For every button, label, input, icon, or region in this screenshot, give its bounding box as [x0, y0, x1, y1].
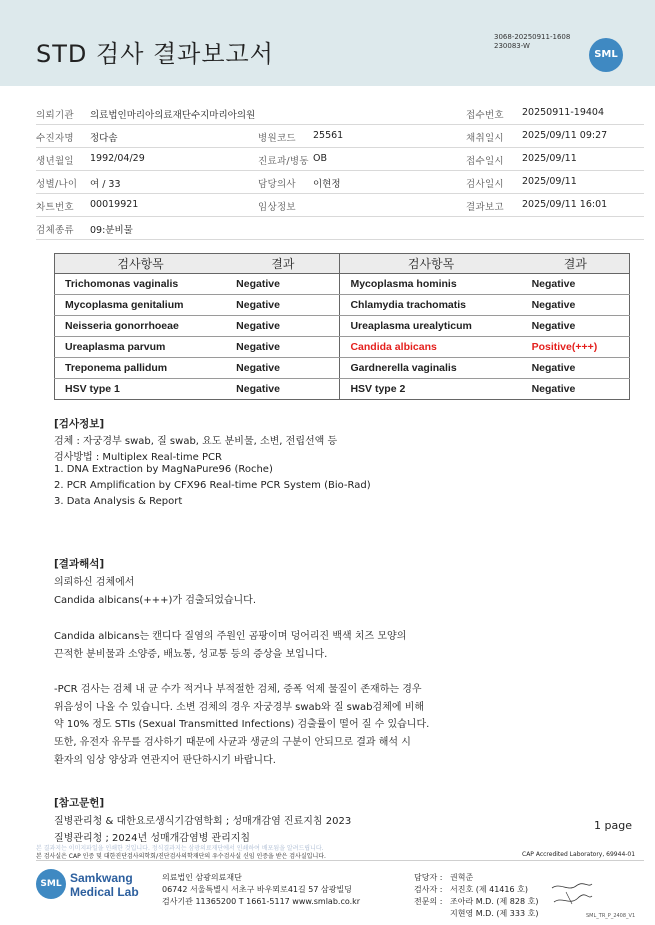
- test-info-line: 1. DNA Extraction by MagNaPure96 (Roche): [54, 464, 273, 475]
- interpretation-line: 위음성이 나올 수 있습니다. 소변 검체의 경우 자궁경부 swab와 질 swab검체에 비해: [54, 702, 425, 713]
- collected-value: 2025/09/11 09:27: [522, 130, 608, 141]
- interpretation-line: 또한, 유전자 유무를 검사하기 때문에 사균과 생균의 구분이 안되므로 결과 해석 시: [54, 737, 411, 748]
- table-row: [55, 337, 630, 358]
- test-item: Mycoplasma hominis: [340, 274, 522, 295]
- document-code: [494, 33, 570, 51]
- doctor-label: 담당의사: [258, 179, 296, 190]
- staff-name: 지현영 M.D. (제 333 호): [450, 909, 539, 918]
- footer-divider: [36, 860, 644, 861]
- sml-logo: SML: [589, 38, 623, 72]
- page-number: 1 page: [594, 819, 632, 832]
- test-result: Negative: [226, 379, 340, 400]
- results-table: [54, 253, 630, 400]
- dept-value: OB: [313, 153, 327, 164]
- specimen-label: 검체종류: [36, 225, 74, 236]
- contact-info: 검사기관 11365200 T 1661-5117 www.smlab.co.kr: [162, 897, 361, 906]
- test-item: Trichomonas vaginalis: [55, 274, 227, 295]
- test-result: Negative: [226, 358, 340, 379]
- staff-name: 권혁준: [450, 873, 474, 882]
- accession-value: 20250911-19404: [522, 107, 605, 118]
- table-row: [55, 379, 630, 400]
- staff-role: 검사자 :: [414, 885, 443, 894]
- test-result: Negative: [226, 337, 340, 358]
- hospital-code-label: 병원코드: [258, 133, 296, 144]
- tested-label: 검사일시: [466, 179, 504, 190]
- organization: 의료법인 삼광의료재단: [162, 873, 242, 882]
- test-result: Negative: [522, 316, 630, 337]
- specimen-value: 09:분비물: [90, 225, 133, 236]
- info-row: [36, 217, 644, 240]
- sml-logo-footer: SML: [36, 869, 66, 899]
- interpretation-line: 환자의 임상 양상과 연관지어 판단하시기 바랍니다.: [54, 755, 276, 766]
- test-item: Ureaplasma urealyticum: [340, 316, 522, 337]
- table-row: [55, 274, 630, 295]
- test-result: Negative: [522, 358, 630, 379]
- signature-image: [548, 878, 594, 908]
- test-item: HSV type 1: [55, 379, 227, 400]
- patient-value: 정다솜: [90, 133, 118, 144]
- interpretation-line: 약 10% 정도 STIs (Sexual Transmitted Infections) 검출률이 떨어 질 수 있습니다.: [54, 719, 430, 730]
- interpretation-line: Candida albicans는 캔디다 질염의 주원인 곰팡이며 덩어리진 백색 치즈 모양의: [54, 631, 407, 642]
- info-row: [36, 125, 644, 148]
- col-item-right: 검사항목: [340, 254, 522, 274]
- test-item: Treponema pallidum: [55, 358, 227, 379]
- received-value: 2025/09/11: [522, 153, 577, 164]
- collected-label: 채취일시: [466, 133, 504, 144]
- test-result: Negative: [226, 274, 340, 295]
- report-title: STD 검사 결과보고서: [36, 40, 274, 68]
- interpretation-line: -PCR 검사는 검체 내 균 수가 적거나 부적절한 검체, 증폭 억제 물질이 존재하는 경우: [54, 684, 422, 695]
- table-row: [55, 316, 630, 337]
- info-row: [36, 148, 644, 171]
- lab-name: [70, 871, 139, 899]
- test-result: Negative: [522, 379, 630, 400]
- received-label: 접수일시: [466, 156, 504, 167]
- interpretation-heading: [결과해석]: [54, 558, 105, 570]
- hospital-code-value: 25561: [313, 130, 344, 141]
- test-result: Negative: [226, 295, 340, 316]
- test-info-line: 검사방법 : Multiplex Real-time PCR: [54, 452, 222, 463]
- dob-value: 1992/04/29: [90, 153, 145, 164]
- chart-label: 차트번호: [36, 202, 74, 213]
- test-info-line: 검체 : 자궁경부 swab, 질 swab, 요도 분비물, 소변, 전립선액 등: [54, 436, 338, 447]
- col-item-left: 검사항목: [55, 254, 227, 274]
- interpretation-line: 끈적한 분비물과 소양증, 배뇨통, 성교통 등의 증상을 보입니다.: [54, 649, 328, 660]
- lab-name-line2: Medical Lab: [70, 885, 139, 899]
- test-result: Negative: [522, 274, 630, 295]
- info-row: [36, 102, 644, 125]
- reported-label: 결과보고: [466, 202, 504, 213]
- test-item: Ureaplasma parvum: [55, 337, 227, 358]
- results-header-row: [55, 254, 630, 274]
- doctor-value: 이현정: [313, 179, 341, 190]
- interpretation-line: 의뢰하신 검체에서: [54, 577, 135, 588]
- info-row: [36, 171, 644, 194]
- tested-value: 2025/09/11: [522, 176, 577, 187]
- reference-line: 질병관리청 & 대한요로생식기감염학회 ; 성매개감염 진료지침 2023: [54, 816, 352, 827]
- col-result-right: 결과: [522, 254, 630, 274]
- table-row: [55, 295, 630, 316]
- positive-test-result: Positive(+++): [522, 337, 630, 358]
- clinical-info-label: 임상정보: [258, 202, 296, 213]
- accession-label: 접수번호: [466, 110, 504, 121]
- test-item: Chlamydia trachomatis: [340, 295, 522, 316]
- test-info-heading: [검사정보]: [54, 418, 105, 430]
- reference-line: 질병관리청 ; 2024년 성매개감염병 관리지침: [54, 833, 251, 844]
- interpretation-line: Candida albicans(+++)가 검출되었습니다.: [54, 595, 257, 606]
- test-item: HSV type 2: [340, 379, 522, 400]
- address: 06742 서울특별시 서초구 바우뫼로41길 57 삼광빌딩: [162, 885, 352, 894]
- test-result: Negative: [522, 295, 630, 316]
- test-info-line: 2. PCR Amplification by CFX96 Real-time PCR System (Bio-Rad): [54, 480, 371, 491]
- chart-value: 00019921: [90, 199, 139, 210]
- table-row: [55, 358, 630, 379]
- staff-name: 서진호 (제 41416 호): [450, 885, 528, 894]
- certification-notice: 본 검사실은 CAP 인증 및 대한진단검사의학회/진단검사의학재단의 우수검사실 신임 인증을 받은 검사실입니다.: [36, 853, 326, 860]
- document-code-line1: 3068-20250911-1608: [494, 33, 571, 41]
- print-notice: 본 결과지는 이미지파일을 인쇄한 것입니다. 정식결과지는 삼광의료재단에서 인쇄하여 배포됨을 알려드립니다.: [36, 845, 324, 852]
- reported-value: 2025/09/11 16:01: [522, 199, 608, 210]
- staff-name: 조아라 M.D. (제 828 호): [450, 897, 539, 906]
- references-heading: [참고문헌]: [54, 797, 105, 809]
- dept-label: 진료과/병동: [258, 156, 309, 167]
- info-row: [36, 194, 644, 217]
- positive-test-item: Candida albicans: [340, 337, 522, 358]
- col-result-left: 결과: [226, 254, 340, 274]
- sex-age-label: 성별/나이: [36, 179, 78, 190]
- test-result: Negative: [226, 316, 340, 337]
- form-code: SML_TR_P_2408_V1: [586, 913, 636, 919]
- document-code-line2: 230083-W: [494, 42, 530, 50]
- staff-role: 전문의 :: [414, 897, 443, 906]
- test-info-line: 3. Data Analysis & Report: [54, 496, 183, 507]
- test-item: Mycoplasma genitalium: [55, 295, 227, 316]
- dob-label: 생년월일: [36, 156, 74, 167]
- test-item: Neisseria gonorrhoeae: [55, 316, 227, 337]
- institution-value: 의료법인마리아의료재단수지마리아의원: [90, 110, 256, 121]
- sex-age-value: 여 / 33: [90, 179, 121, 190]
- staff-role: 담당자 :: [414, 873, 443, 882]
- cap-accreditation: CAP Accredited Laboratory, 69944-01: [522, 851, 636, 858]
- lab-name-line1: Samkwang: [70, 871, 133, 885]
- patient-label: 수진자명: [36, 133, 74, 144]
- institution-label: 의뢰기관: [36, 110, 74, 121]
- test-item: Gardnerella vaginalis: [340, 358, 522, 379]
